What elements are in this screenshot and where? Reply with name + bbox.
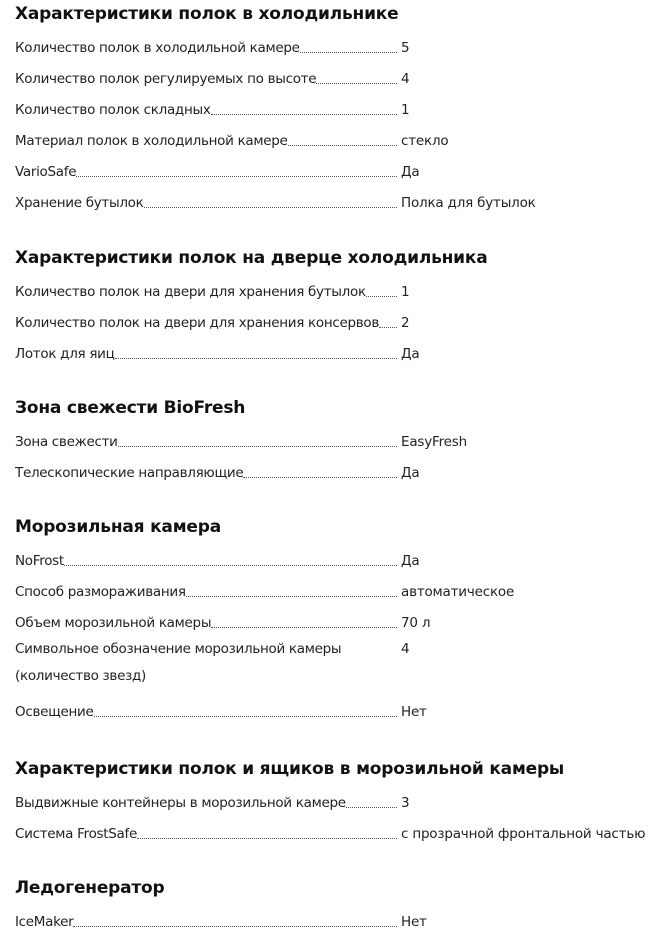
- spec-label: Система FrostSafe: [15, 826, 137, 842]
- spec-label-wrap: [15, 163, 397, 181]
- dotted-leader: [115, 358, 397, 359]
- spec-value: 1: [401, 102, 410, 118]
- dotted-leader: [144, 207, 398, 208]
- spec-label-wrap: [15, 194, 397, 212]
- dotted-leader: [366, 296, 397, 297]
- spec-value: 4: [401, 71, 410, 87]
- spec-row: [15, 57, 664, 88]
- spec-label-wrap: [15, 283, 397, 301]
- section-title: Характеристики полок на дверце холодильника: [15, 248, 488, 268]
- spec-label: VarioSafe: [15, 164, 77, 180]
- spec-value: Нет: [401, 914, 427, 930]
- spec-row: [15, 150, 664, 181]
- dotted-leader: [300, 52, 397, 53]
- spec-label: Телескопические направляющие: [15, 465, 244, 481]
- spec-value: 3: [401, 795, 410, 811]
- dotted-leader: [137, 838, 397, 839]
- section-title: Ледогенератор: [15, 878, 165, 898]
- section-title: Зона свежести BioFresh: [15, 398, 246, 418]
- spec-row: [15, 26, 664, 57]
- spec-label: Количество полок на двери для хранения бутылок: [15, 284, 366, 300]
- dotted-leader: [64, 565, 397, 566]
- spec-value: 70 л: [401, 615, 431, 631]
- spec-label: Лоток для яиц: [15, 346, 115, 362]
- spec-value: 4: [401, 641, 410, 657]
- spec-row: [15, 601, 664, 632]
- spec-value: Да: [401, 553, 420, 569]
- spec-label: Материал полок в холодильной камере: [15, 133, 288, 149]
- spec-label-wrap: [15, 913, 397, 931]
- spec-label-wrap: [15, 614, 397, 632]
- spec-row: [15, 119, 664, 150]
- spec-row: [15, 900, 664, 931]
- spec-row: [15, 420, 664, 451]
- spec-row: [15, 781, 664, 812]
- dotted-leader: [243, 477, 397, 478]
- spec-row: [15, 451, 664, 482]
- spec-value: 2: [401, 315, 410, 331]
- spec-label: Количество полок на двери для хранения консервов: [15, 315, 380, 331]
- spec-value: 5: [401, 40, 410, 56]
- spec-label-wrap: [15, 433, 397, 451]
- spec-value: Да: [401, 164, 420, 180]
- spec-section: [15, 2, 664, 212]
- spec-label: Освещение: [15, 704, 94, 720]
- spec-value: стекло: [401, 133, 449, 149]
- spec-section: [15, 396, 664, 482]
- dotted-leader: [94, 716, 397, 717]
- spec-value: EasyFresh: [401, 434, 467, 450]
- spec-label-wrap: [15, 583, 397, 601]
- spec-label-wrap: [15, 632, 397, 690]
- dotted-leader: [211, 114, 397, 115]
- spec-label: NoFrost: [15, 553, 64, 569]
- spec-row: [15, 570, 664, 601]
- spec-row: [15, 539, 664, 570]
- spec-row: [15, 181, 664, 212]
- dotted-leader: [346, 807, 397, 808]
- spec-label: Символьное обозначение морозильной камеры (количество звезд): [15, 641, 342, 684]
- spec-label-wrap: [15, 314, 397, 332]
- spec-section: [15, 515, 664, 721]
- dotted-leader: [288, 145, 397, 146]
- spec-label-wrap: [15, 132, 397, 150]
- spec-value: Да: [401, 465, 420, 481]
- spec-value: Нет: [401, 704, 427, 720]
- spec-section: [15, 876, 664, 931]
- spec-label-wrap: [15, 552, 397, 570]
- section-title: Характеристики полок и ящиков в морозильной камеры: [15, 759, 565, 779]
- spec-label: Количество полок регулируемых по высоте: [15, 71, 317, 87]
- spec-label-wrap: [15, 70, 397, 88]
- section-title: Морозильная камера: [15, 517, 221, 537]
- spec-row: [15, 632, 664, 690]
- spec-value: Да: [401, 346, 420, 362]
- spec-value: 1: [401, 284, 410, 300]
- spec-label: Количество полок складных: [15, 102, 211, 118]
- spec-label-wrap: [15, 101, 397, 119]
- spec-value: с прозрачной фронтальной частью: [401, 826, 646, 842]
- spec-row: [15, 812, 664, 843]
- dotted-leader: [118, 446, 397, 447]
- spec-row: [15, 88, 664, 119]
- spec-section: [15, 757, 664, 843]
- spec-label: Способ размораживания: [15, 584, 186, 600]
- spec-label: Объем морозильной камеры: [15, 615, 212, 631]
- spec-value: Полка для бутылок: [401, 195, 536, 211]
- spec-label: Выдвижные контейнеры в морозильной камере: [15, 795, 346, 811]
- dotted-leader: [379, 327, 397, 328]
- spec-section: [15, 246, 664, 363]
- spec-label: Зона свежести: [15, 434, 118, 450]
- spec-label: IceMaker: [15, 914, 74, 930]
- spec-label-wrap: [15, 825, 397, 843]
- dotted-leader: [76, 176, 397, 177]
- dotted-leader: [316, 83, 397, 84]
- spec-label: Хранение бутылок: [15, 195, 144, 211]
- spec-row: [15, 301, 664, 332]
- dotted-leader: [186, 596, 397, 597]
- spec-row: [15, 332, 664, 363]
- spec-label-wrap: [15, 39, 397, 57]
- dotted-leader: [211, 627, 397, 628]
- spec-row: [15, 690, 664, 721]
- spec-value: автоматическое: [401, 584, 515, 600]
- dotted-leader: [73, 926, 397, 927]
- spec-label-wrap: [15, 794, 397, 812]
- spec-label-wrap: [15, 703, 397, 721]
- spec-row: [15, 270, 664, 301]
- spec-label-wrap: [15, 345, 397, 363]
- spec-label-wrap: [15, 464, 397, 482]
- spec-label: Количество полок в холодильной камере: [15, 40, 300, 56]
- section-title: Характеристики полок в холодильнике: [15, 4, 399, 24]
